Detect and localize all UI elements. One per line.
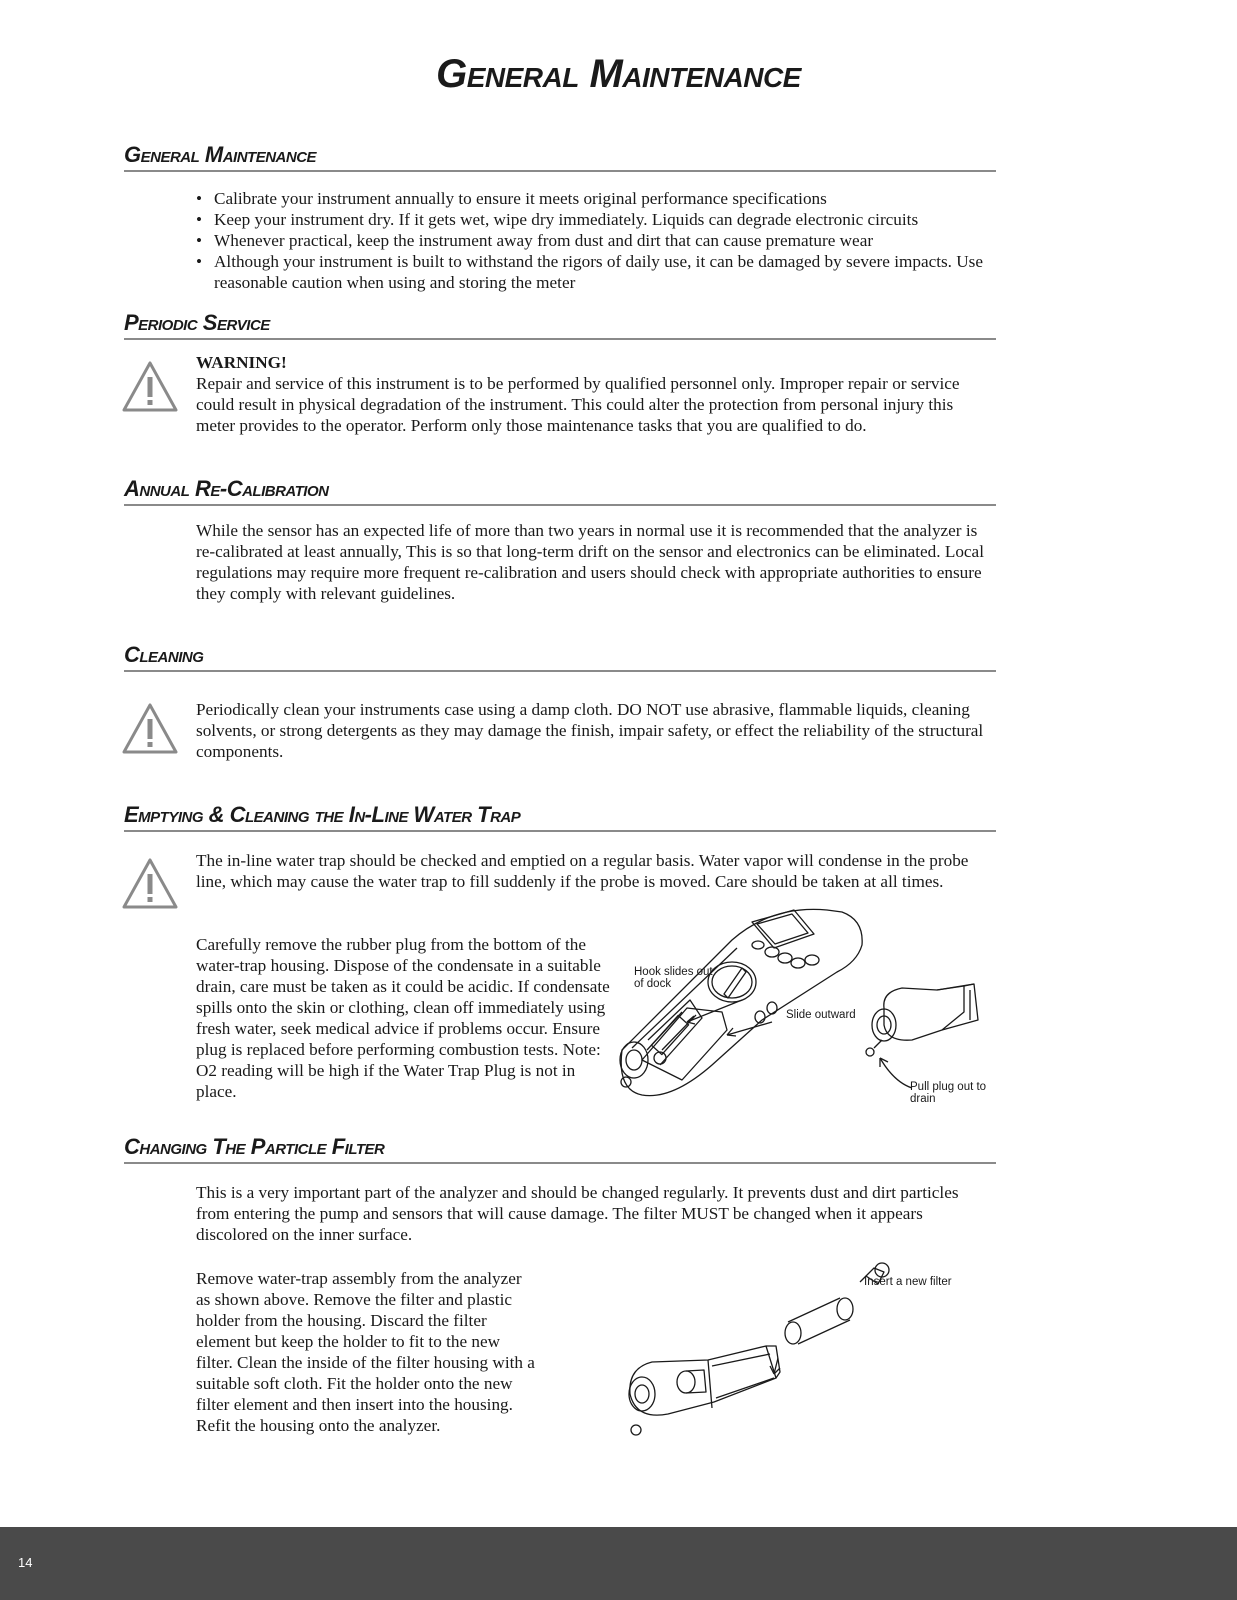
bullet-item: • Keep your instrument dry. If it gets wet, wipe dry immediately. Liquids can degrade electronic circuits — [196, 209, 986, 230]
bullet-item: • Although your instrument is built to withstand the rigors of daily use, it can be damaged by severe impacts. Use reasonable caution when using and storing the meter — [196, 251, 986, 293]
cleaning-text: Periodically clean your instruments case using a damp cloth. DO NOT use abrasive, flammable liquids, cleaning solvents, or strong detergents as they may damage the finish, impair safety, or effect the reliability of the structural components. — [196, 700, 984, 761]
page-number: 14 — [18, 1555, 33, 1570]
section-heading-particle-filter: Changing The Particle Filter — [124, 1134, 996, 1164]
page-footer — [0, 1527, 1237, 1600]
section-heading-annual-recalibration: Annual Re-Calibration — [124, 476, 996, 506]
warning-text: Repair and service of this instrument is to be performed by qualified personnel only. Improper repair or service could result in physical degradation of the instrument. This could alter the protection from personal injury this meter provides to the operator. Perform only those maintenance tasks that you are qualified to do. — [196, 374, 960, 435]
water-trap-text-1: The in-line water trap should be checked and emptied on a regular basis. Water vapor will condense in the probe line, which may cause the water trap to fill suddenly if the probe is moved. Care should be taken at all times. — [196, 851, 969, 891]
section-heading-general-maintenance: General Maintenance — [124, 142, 996, 172]
water-trap-text-2: Carefully remove the rubber plug from the bottom of the water-trap housing. Dispose of the condensate in a suitable drain, care must be taken as it could be acidic. If condensate spills onto the skin or clothing, clean off immediately using fresh water, seek medical advice if problems occur. Ensure plug is replaced before performing combustion tests. Note: O2 reading will be high if the Water Trap Plug is not in place. — [196, 935, 610, 1101]
general-maintenance-list — [196, 188, 986, 293]
page-title: General Maintenance — [436, 52, 801, 96]
particle-filter-text-2: Remove water-trap assembly from the analyzer as shown above. Remove the filter and plastic holder from the housing. Discard the filter element but keep the holder to fit to the new filter. Clean the inside of the filter housing with a suitable soft cloth. Fit the holder onto the new filter element and then insert into the housing. Refit the housing onto the analyzer. — [196, 1269, 535, 1435]
figure-label-hook: Hook slides out of dock — [634, 966, 713, 990]
section-heading-water-trap: Emptying & Cleaning the In-Line Water Trap — [124, 802, 996, 832]
section-heading-periodic-service: Periodic Service — [124, 310, 996, 340]
bullet-item: • Calibrate your instrument annually to ensure it meets original performance specifications — [196, 188, 986, 209]
annual-recalibration-text: While the sensor has an expected life of more than two years in normal use it is recommended that the analyzer is re-calibrated at least annually, This is so that long-term drift on the sensor and electronics can be eliminated. Local regulations may require more frequent re-calibration and users should check with appropriate authorities to ensure they comply with relevant guidelines. — [196, 521, 984, 603]
figure-label-insert-filter: Insert a new filter — [864, 1276, 952, 1288]
section-heading-cleaning: Cleaning — [124, 642, 996, 672]
periodic-service-warning — [196, 352, 996, 436]
bullet-item: • Whenever practical, keep the instrument away from dust and dirt that can cause premature wear — [196, 230, 986, 251]
warning-triangle-icon — [121, 702, 179, 756]
particle-filter-text-1: This is a very important part of the analyzer and should be changed regularly. It prevents dust and dirt particles from entering the pump and sensors that will cause damage. The filter MUST be changed when it appears discolored on the inner surface. — [196, 1183, 959, 1244]
warning-triangle-icon — [121, 857, 179, 911]
particle-filter-illustration — [628, 1262, 928, 1452]
figure-label-pull: Pull plug out to drain — [910, 1081, 987, 1105]
figure-label-slide: Slide outward — [786, 1009, 856, 1021]
warning-title: WARNING! — [196, 353, 287, 372]
warning-triangle-icon — [121, 360, 179, 414]
